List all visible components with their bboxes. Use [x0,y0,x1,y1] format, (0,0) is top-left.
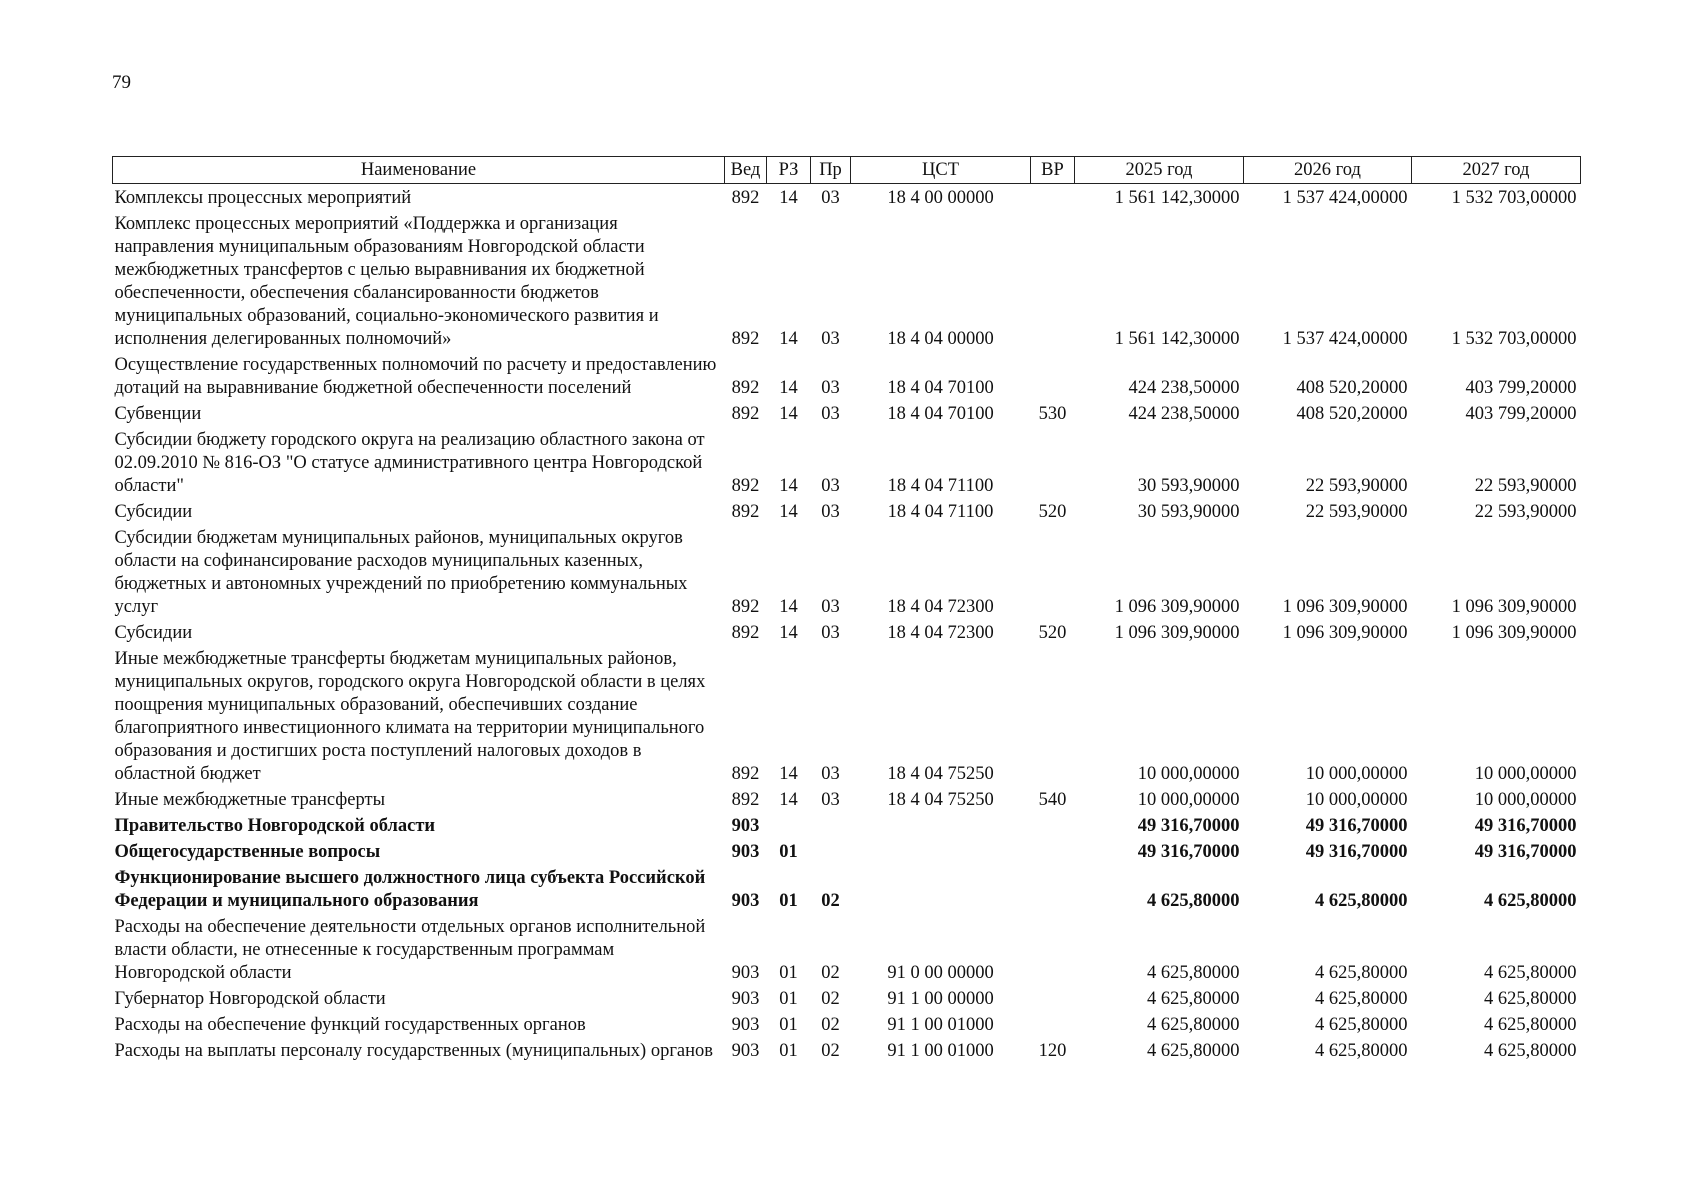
row-2027: 1 096 309,90000 [1451,623,1577,643]
row-ved: 903 [731,1041,760,1061]
budget-table [112,156,1581,1063]
row-cst: 18 4 04 71100 [887,476,994,496]
table-row [113,812,1581,838]
row-2026: 10 000,00000 [1305,764,1408,784]
header-row [113,157,1581,184]
header-2027: 2027 год [1412,157,1581,184]
row-rz: 01 [779,1041,798,1061]
row-rz: 01 [779,842,798,862]
header-cst: ЦСТ [851,157,1031,184]
row-cst: 18 4 04 00000 [887,329,994,349]
row-cst [851,838,1031,864]
row-rz: 01 [779,989,798,1009]
table-row [113,210,1581,351]
row-name: Субсидии [114,502,193,522]
row-vr [1031,210,1075,351]
row-pr: 03 [821,597,840,617]
header-name: Наименование [113,157,725,184]
row-rz: 14 [779,764,798,784]
row-2026: 4 625,80000 [1315,989,1408,1009]
row-2025: 1 096 309,90000 [1114,623,1240,643]
row-2026: 22 593,90000 [1305,476,1408,496]
row-2027: 49 316,70000 [1474,816,1577,836]
row-2027: 1 532 703,00000 [1451,329,1577,349]
table-row [113,524,1581,619]
row-pr: 03 [821,502,840,522]
row-vr [1031,184,1075,211]
row-pr: 02 [821,1041,840,1061]
table-row [113,1037,1581,1063]
row-2025: 1 561 142,30000 [1114,329,1240,349]
header-2026: 2026 год [1244,157,1412,184]
table-row [113,498,1581,524]
row-cst: 18 4 04 72300 [887,623,994,643]
row-2027: 49 316,70000 [1474,842,1577,862]
row-name: Субсидии бюджетам муниципальных районов, муниципальных округов области на софинансирование расходов муниципальных казенных, бюджетных и автономных учреждений по приобретению коммунальных услуг [114,528,688,617]
row-ved: 903 [731,1015,760,1035]
table-row [113,351,1581,400]
row-2025: 10 000,00000 [1137,764,1240,784]
row-ved: 892 [731,476,760,496]
row-2025: 424 238,50000 [1128,404,1240,424]
row-2026: 10 000,00000 [1305,790,1408,810]
row-name: Осуществление государственных полномочий по расчету и предоставлению дотаций на выравнивание бюджетной обеспеченности поселений [114,355,717,398]
row-2027: 403 799,20000 [1465,404,1577,424]
row-2026: 408 520,20000 [1296,378,1408,398]
table-row [113,985,1581,1011]
table-row [113,645,1581,786]
row-2027: 4 625,80000 [1484,1015,1577,1035]
row-ved: 892 [731,188,760,208]
row-vr [1031,524,1075,619]
row-2025: 1 096 309,90000 [1114,597,1240,617]
row-cst [851,864,1031,913]
row-2026: 49 316,70000 [1305,816,1408,836]
row-vr [1031,1011,1075,1037]
row-rz: 14 [779,378,798,398]
row-2025: 10 000,00000 [1137,790,1240,810]
row-2026: 4 625,80000 [1315,1015,1408,1035]
row-cst: 18 4 04 72300 [887,597,994,617]
row-name: Субсидии бюджету городского округа на реализацию областного закона от 02.09.2010 № 816-ОЗ "О статусе административного центра Новгородской области" [114,430,705,496]
row-2027: 1 096 309,90000 [1451,597,1577,617]
row-rz: 14 [779,790,798,810]
row-ved: 892 [731,623,760,643]
row-pr [811,812,851,838]
row-2027: 4 625,80000 [1484,989,1577,1009]
row-ved: 892 [731,378,760,398]
row-2025: 4 625,80000 [1147,963,1240,983]
row-vr [1031,351,1075,400]
row-2026: 22 593,90000 [1305,502,1408,522]
row-ved: 903 [731,963,760,983]
table-header [113,157,1581,184]
row-2026: 1 096 309,90000 [1282,623,1408,643]
row-vr: 520 [1038,623,1067,643]
table-row [113,426,1581,498]
row-ved: 903 [731,842,760,862]
row-vr: 540 [1038,790,1067,810]
row-vr [1031,645,1075,786]
row-name: Иные межбюджетные трансферты бюджетам муниципальных районов, муниципальных округов, городского округа Новгородской области в целях поощрения муниципальных образований, обеспечивших создание благоприятного инвестиционного климата на территории муниципального образования и достигших роста поступлений налоговых доходов в областной бюджет [114,649,706,784]
row-cst: 91 1 00 01000 [887,1015,994,1035]
row-rz: 14 [779,329,798,349]
page-number: 79 [112,72,131,93]
header-ved: Вед [725,157,767,184]
row-pr: 02 [821,989,840,1009]
row-2026: 408 520,20000 [1296,404,1408,424]
table-row [113,1011,1581,1037]
row-cst: 18 4 04 70100 [887,404,994,424]
row-vr [1031,838,1075,864]
row-vr [1031,913,1075,985]
row-2026: 1 537 424,00000 [1282,188,1408,208]
row-2026: 4 625,80000 [1315,1041,1408,1061]
row-2027: 4 625,80000 [1484,963,1577,983]
row-pr: 03 [821,188,840,208]
row-cst: 18 4 04 70100 [887,378,994,398]
row-cst: 91 0 00 00000 [887,963,994,983]
row-cst [851,812,1031,838]
row-pr [811,838,851,864]
row-2027: 10 000,00000 [1474,764,1577,784]
table-row [113,184,1581,211]
row-name: Субсидии [114,623,193,643]
row-vr: 520 [1038,502,1067,522]
table-body [113,184,1581,1064]
row-pr: 03 [821,790,840,810]
row-rz: 01 [779,891,798,911]
row-vr [1031,426,1075,498]
row-2025: 49 316,70000 [1137,816,1240,836]
table-row [113,913,1581,985]
row-name: Расходы на обеспечение функций государственных органов [114,1015,586,1035]
row-pr: 03 [821,623,840,643]
row-vr [1031,864,1075,913]
row-name: Комплексы процессных мероприятий [114,188,412,208]
row-ved: 892 [731,764,760,784]
header-2025: 2025 год [1075,157,1244,184]
row-ved: 903 [731,989,760,1009]
row-vr [1031,812,1075,838]
row-cst: 91 1 00 00000 [887,989,994,1009]
row-name: Правительство Новгородской области [114,816,436,836]
row-ved: 892 [731,502,760,522]
row-pr: 03 [821,378,840,398]
row-cst: 18 4 04 75250 [887,790,994,810]
row-2026: 49 316,70000 [1305,842,1408,862]
row-cst: 91 1 00 01000 [887,1041,994,1061]
row-pr: 03 [821,404,840,424]
row-ved: 892 [731,790,760,810]
row-2025: 4 625,80000 [1147,1015,1240,1035]
row-2027: 22 593,90000 [1474,476,1577,496]
row-pr: 02 [821,1015,840,1035]
header-rz: РЗ [767,157,811,184]
row-vr: 530 [1038,404,1067,424]
row-2025: 30 593,90000 [1137,502,1240,522]
table-row [113,838,1581,864]
row-2025: 4 625,80000 [1147,891,1240,911]
row-cst: 18 4 04 75250 [887,764,994,784]
row-2025: 424 238,50000 [1128,378,1240,398]
row-cst: 18 4 00 00000 [887,188,994,208]
row-name: Субвенции [114,404,202,424]
row-name: Комплекс процессных мероприятий «Поддержка и организация направления муниципальным образованиям Новгородской области межбюджетных трансфертов с целью выравнивания их бюджетной обеспеченности, обеспечения сбалансированности бюджетов муниципальных образований, социально-экономического развития и исполнения делегированных полномочий» [114,214,659,349]
row-2026: 4 625,80000 [1315,963,1408,983]
row-rz: 14 [779,623,798,643]
header-vr: ВР [1031,157,1075,184]
row-pr: 02 [821,891,840,911]
row-ved: 903 [731,816,760,836]
row-2025: 4 625,80000 [1147,1041,1240,1061]
row-rz: 01 [779,1015,798,1035]
row-rz [767,812,811,838]
row-name: Губернатор Новгородской области [114,989,386,1009]
row-2027: 4 625,80000 [1484,891,1577,911]
table-row [113,786,1581,812]
row-2027: 403 799,20000 [1465,378,1577,398]
row-ved: 903 [731,891,760,911]
row-2025: 4 625,80000 [1147,989,1240,1009]
row-2025: 1 561 142,30000 [1114,188,1240,208]
row-pr: 03 [821,476,840,496]
row-vr: 120 [1038,1041,1067,1061]
table-row [113,864,1581,913]
row-ved: 892 [731,597,760,617]
row-name: Функционирование высшего должностного лица субъекта Российской Федерации и муниципального образования [114,868,706,911]
row-rz: 14 [779,188,798,208]
row-name: Расходы на обеспечение деятельности отдельных органов исполнительной власти области, не отнесенные к государственным программам Новгородской области [114,917,706,983]
row-2026: 4 625,80000 [1315,891,1408,911]
row-2026: 1 096 309,90000 [1282,597,1408,617]
row-2027: 22 593,90000 [1474,502,1577,522]
row-2027: 10 000,00000 [1474,790,1577,810]
row-name: Расходы на выплаты персоналу государственных (муниципальных) органов [114,1041,714,1061]
row-rz: 14 [779,404,798,424]
row-vr [1031,985,1075,1011]
row-rz: 01 [779,963,798,983]
row-pr: 03 [821,329,840,349]
row-2025: 49 316,70000 [1137,842,1240,862]
table-row [113,400,1581,426]
row-name: Общегосударственные вопросы [114,842,381,862]
row-rz: 14 [779,597,798,617]
row-2027: 4 625,80000 [1484,1041,1577,1061]
header-pr: Пр [811,157,851,184]
row-pr: 02 [821,963,840,983]
row-2027: 1 532 703,00000 [1451,188,1577,208]
row-rz: 14 [779,476,798,496]
row-2025: 30 593,90000 [1137,476,1240,496]
row-rz: 14 [779,502,798,522]
row-pr: 03 [821,764,840,784]
row-name: Иные межбюджетные трансферты [114,790,386,810]
row-ved: 892 [731,404,760,424]
table-row [113,619,1581,645]
row-ved: 892 [731,329,760,349]
row-cst: 18 4 04 71100 [887,502,994,522]
row-2026: 1 537 424,00000 [1282,329,1408,349]
